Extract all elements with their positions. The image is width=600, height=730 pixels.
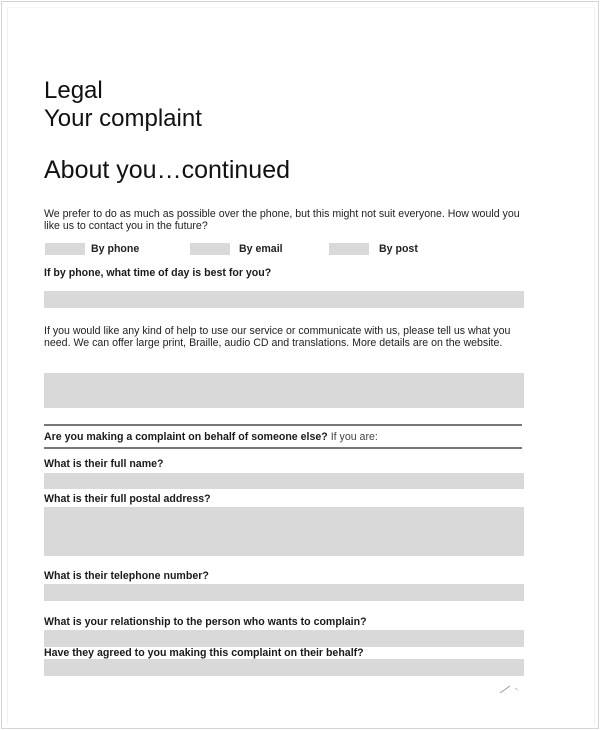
checkbox-label-by-email: By email	[239, 243, 283, 255]
behalf-heading-question: Are you making a complaint on behalf of someone else?	[44, 431, 328, 443]
postal-address-field[interactable]	[44, 507, 524, 556]
checkbox-by-post[interactable]	[329, 243, 369, 255]
section-title: About you…continued	[44, 156, 291, 184]
behalf-heading	[44, 431, 378, 443]
pen-mark-icon	[498, 683, 524, 695]
behalf-heading-suffix: If you are:	[327, 431, 378, 443]
accessibility-needs-field[interactable]	[44, 373, 524, 408]
telephone-label: What is their telephone number?	[44, 570, 209, 582]
postal-address-label: What is their full postal address?	[44, 493, 211, 505]
agreed-field[interactable]	[44, 659, 524, 676]
relationship-field[interactable]	[44, 630, 524, 647]
relationship-label: What is your relationship to the person who wants to complain?	[44, 616, 367, 628]
full-name-label: What is their full name?	[44, 458, 164, 470]
contact-intro-text: We prefer to do as much as possible over the phone, but this might not suit everyone. How would you like us to contact you in the future?	[44, 208, 520, 233]
checkbox-by-email[interactable]	[190, 243, 230, 255]
header-line-your-complaint: Your complaint	[44, 105, 202, 132]
checkbox-label-by-post: By post	[379, 243, 418, 255]
divider-bottom	[44, 447, 522, 449]
accessibility-text: If you would like any kind of help to use our service or communicate with us, please tell us what you need. We can offer large print, Braille, audio CD and translations. More details are on the website.	[44, 325, 511, 350]
agreed-label: Have they agreed to you making this complaint on their behalf?	[44, 647, 364, 659]
checkbox-label-by-phone: By phone	[91, 243, 140, 255]
phone-time-label: If by phone, what time of day is best for you?	[44, 267, 272, 279]
divider-top	[44, 424, 522, 426]
full-name-field[interactable]	[44, 473, 524, 489]
phone-time-field[interactable]	[44, 291, 524, 308]
checkbox-by-phone[interactable]	[45, 243, 85, 255]
telephone-field[interactable]	[44, 584, 524, 601]
header-line-legal: Legal	[44, 77, 103, 104]
